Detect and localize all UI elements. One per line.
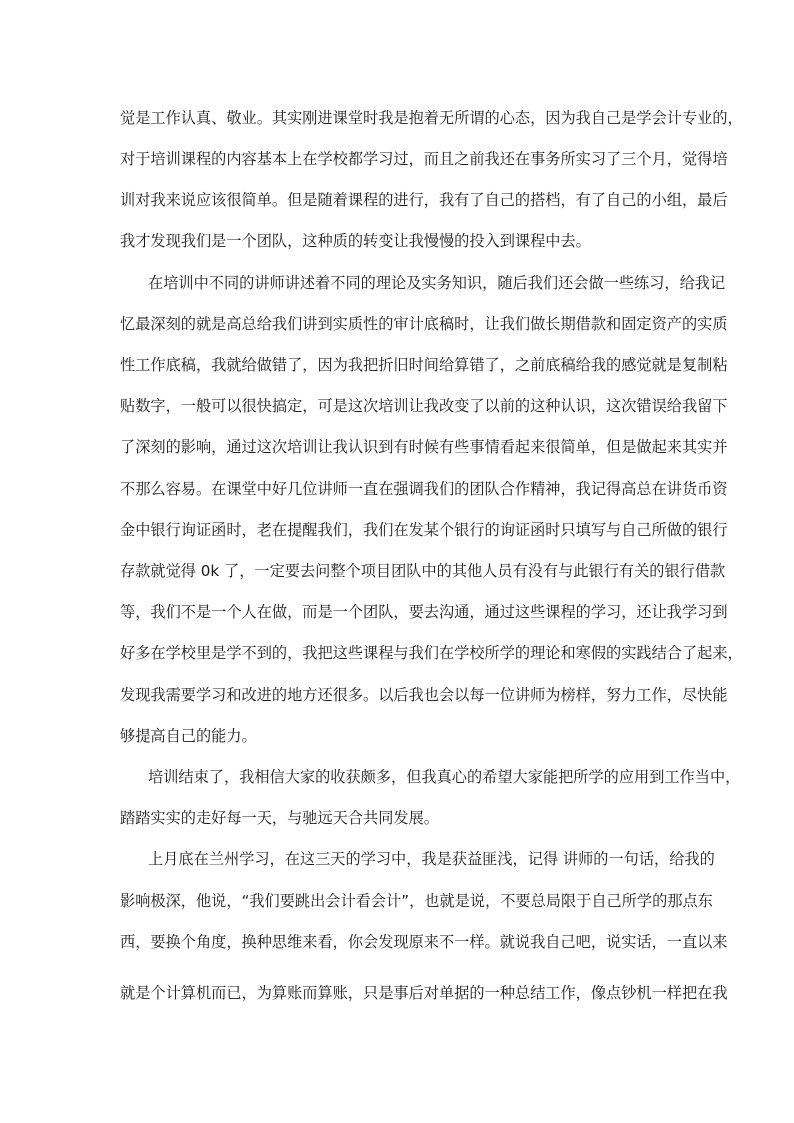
text-line: 对于培训课程的内容基本上在学校都学习过，而且之前我还在事务所实习了三个月，觉得培: [120, 150, 728, 168]
text-line: 就是个计算机而已，为算账而算账，只是事后对单据的一种总结工作，像点钞机一样把在我: [120, 984, 728, 1002]
paragraph-first-line: 培训结束了，我相信大家的收获颇多，但我真心的希望大家能把所学的应用到工作当中，: [148, 768, 741, 786]
text-line: 金中银行询证函时，老在提醒我们，我们在发某个银行的询证函时只填写与自己所做的银行: [120, 521, 728, 539]
text-line: 贴数字，一般可以很快搞定，可是这次培训让我改变了以前的这种认识，这次错误给我留下: [120, 397, 728, 415]
paragraph-first-line: 上月底在兰州学习，在这三天的学习中，我是获益匪浅，记得 讲师的一句话，给我的: [148, 850, 715, 868]
text-line: 训对我来说应该很简单。但是随着课程的进行，我有了自己的搭档，有了自己的小组，最后: [120, 191, 728, 209]
text-line: 发现我需要学习和改进的地方还很多。以后我也会以每一位讲师为榜样，努力工作，尽快能: [120, 686, 728, 704]
text-line: 等，我们不是一个人在做，而是一个团队，要去沟通，通过这些课程的学习，还让我学习到: [120, 603, 728, 621]
text-line: 踏踏实实的走好每一天，与驰远天合共同发展。: [120, 809, 439, 827]
text-line: 觉是工作认真、敬业。其实刚进课堂时我是抱着无所谓的心态，因为我自己是学会计专业的，: [120, 109, 743, 127]
text-line: 忆最深刻的就是高总给我们讲到实质性的审计底稿时，让我们做长期借款和固定资产的实质: [120, 315, 728, 333]
paragraph-first-line: 在培训中不同的讲师讲述着不同的理论及实务知识，随后我们还会做一些练习，给我记: [148, 274, 726, 292]
text-line: 了深刻的影响，通过这次培训让我认识到有时候有些事情看起来很简单，但是做起来其实并: [120, 438, 728, 456]
text-line: 好多在学校里是学不到的，我把这些课程与我们在学校所学的理论和寒假的实践结合了起来，: [120, 644, 743, 662]
text-line: 西，要换个角度，换种思维来看，你会发现原来不一样。就说我自己吧，说实话，一直以来: [120, 933, 728, 951]
text-line: 不那么容易。在课堂中好几位讲师一直在强调我们的团队合作精神，我记得高总在讲货币资: [120, 480, 728, 498]
text-line: 我才发现我们是一个团队，这种质的转变让我慢慢的投入到课程中去。: [120, 232, 591, 250]
text-line: 影响极深，他说，“我们要跳出会计看会计”，也就是说，不要总局限于自己所学的那点东: [120, 892, 713, 910]
text-line: 性工作底稿，我就给做错了，因为我把折旧时间给算错了，之前底稿给我的感觉就是复制粘: [120, 356, 728, 374]
text-line: 够提高自己的能力。: [120, 727, 257, 745]
text-line: 存款就觉得 0k 了，一定要去问整个项目团队中的其他人员有没有与此银行有关的银行借款: [120, 562, 726, 580]
